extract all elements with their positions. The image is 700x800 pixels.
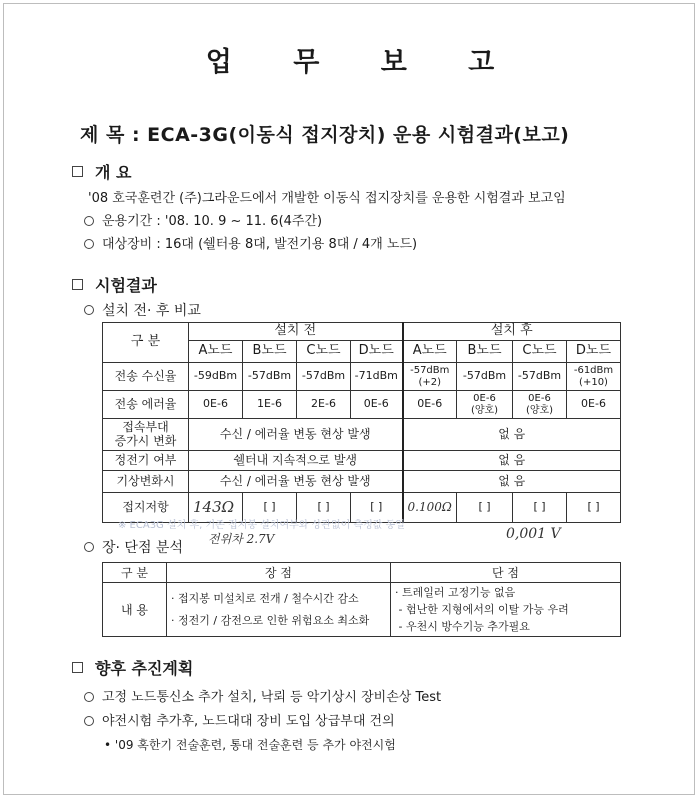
analysis-col-cons: 단 점 bbox=[391, 563, 621, 583]
table-cell: 0E-6 (양호) bbox=[513, 391, 567, 419]
table-cell: -57dBm bbox=[297, 363, 351, 391]
col-category-header: 구 분 bbox=[103, 323, 189, 363]
analysis-label bbox=[84, 537, 183, 557]
square-bullet-icon bbox=[72, 166, 83, 177]
merged-after-cell: 없 음 bbox=[403, 419, 621, 451]
node-header: A노드 bbox=[403, 341, 457, 363]
node-header: D노드 bbox=[567, 341, 621, 363]
document-title: 업 무 보 고 bbox=[205, 47, 521, 78]
merged-after-cell: 없 음 bbox=[403, 471, 621, 493]
ground-cell: [ ] bbox=[567, 493, 621, 523]
cons-item: - 험난한 지형에서의 이탈 가능 우려 bbox=[395, 603, 569, 616]
ground-cell: [ ] bbox=[457, 493, 513, 523]
plan-item-text: 고정 노드통신소 추가 설치, 낙뢰 등 악기상시 장비손상 Test bbox=[102, 690, 442, 705]
analysis-col-category: 구 분 bbox=[103, 563, 167, 583]
overview-period-text: 운용기간 : '08. 10. 9 ~ 11. 6(4주간) bbox=[102, 214, 323, 229]
merged-before-cell: 수신 / 에러율 변동 현상 발생 bbox=[189, 471, 403, 493]
after-header: 설치 후 bbox=[403, 323, 621, 341]
plan-subitem: • '09 혹한기 전술훈련, 통대 전술훈련 등 추가 야전시험 bbox=[104, 738, 396, 752]
ground-cell bbox=[403, 493, 457, 523]
node-header: C노드 bbox=[297, 341, 351, 363]
overview-line: '08 호국훈련간 (주)그라운드에서 개발한 이동식 접지장치를 운용한 시험결과 보고임 bbox=[88, 191, 566, 206]
ground-cell: [ ] bbox=[351, 493, 403, 523]
table-cell: -57dBm bbox=[243, 363, 297, 391]
plan-item-text: 야전시험 추가후, 노드대대 장비 도입 상급부대 건의 bbox=[102, 714, 395, 729]
subject-line: 제 목 : ECA-3G(이동식 접지장치) 운용 시험결과(보고) bbox=[80, 124, 570, 146]
table-cell: -71dBm bbox=[351, 363, 403, 391]
circle-bullet-icon bbox=[84, 216, 94, 226]
row-label: 기상변화시 bbox=[103, 471, 189, 493]
table-cell: 0E-6 bbox=[351, 391, 403, 419]
compare-label bbox=[84, 300, 201, 320]
section-plan-heading: 향후 추진계획 bbox=[95, 659, 194, 678]
cons-cell bbox=[391, 583, 621, 637]
table-cell: 0E-6 (양호) bbox=[457, 391, 513, 419]
handwritten-note-left: 전위차 2.7V bbox=[208, 532, 275, 546]
before-header: 설치 전 bbox=[189, 323, 403, 341]
table-note: ※ ECA3G 설치 후, 기존 접지봉 설치여부와 상관없이 측정값 동일 bbox=[118, 520, 405, 531]
analysis-table bbox=[102, 562, 621, 637]
row-label: 정전기 여부 bbox=[103, 451, 189, 471]
merged-after-cell: 없 음 bbox=[403, 451, 621, 471]
table-cell: 0E-6 bbox=[567, 391, 621, 419]
circle-bullet-icon bbox=[84, 305, 94, 315]
handwritten-value: 0.100Ω bbox=[407, 499, 452, 514]
section-plan bbox=[72, 656, 193, 679]
circle-bullet-icon bbox=[84, 716, 94, 726]
table-cell: -57dBm bbox=[457, 363, 513, 391]
table-cell: -59dBm bbox=[189, 363, 243, 391]
node-header: B노드 bbox=[457, 341, 513, 363]
circle-bullet-icon bbox=[84, 542, 94, 552]
plan-item bbox=[84, 710, 395, 729]
table-cell: -57dBm bbox=[513, 363, 567, 391]
comparison-table bbox=[102, 322, 621, 523]
table-cell: -57dBm (+2) bbox=[403, 363, 457, 391]
section-overview bbox=[72, 160, 131, 183]
section-results bbox=[72, 273, 157, 296]
analysis-label-text: 장· 단점 분석 bbox=[102, 540, 183, 556]
pros-cell bbox=[167, 583, 391, 637]
analysis-col-pros: 장 점 bbox=[167, 563, 391, 583]
table-cell: 1E-6 bbox=[243, 391, 297, 419]
table-cell: -61dBm (+10) bbox=[567, 363, 621, 391]
compare-label-text: 설치 전· 후 비교 bbox=[102, 303, 201, 319]
row-label: 전송 수신율 bbox=[103, 363, 189, 391]
merged-before-cell: 쉘터내 지속적으로 발생 bbox=[189, 451, 403, 471]
ground-cell: [ ] bbox=[297, 493, 351, 523]
square-bullet-icon bbox=[72, 279, 83, 290]
ground-cell: [ ] bbox=[513, 493, 567, 523]
handwritten-value: 143Ω bbox=[193, 497, 235, 516]
row-label: 전송 에러율 bbox=[103, 391, 189, 419]
node-header: C노드 bbox=[513, 341, 567, 363]
table-cell: 2E-6 bbox=[297, 391, 351, 419]
circle-bullet-icon bbox=[84, 692, 94, 702]
plan-item bbox=[84, 686, 441, 705]
pros-item: · 정전기 / 감전으로 인한 위험요소 최소화 bbox=[171, 613, 370, 627]
circle-bullet-icon bbox=[84, 239, 94, 249]
section-overview-heading: 개 요 bbox=[95, 163, 132, 182]
analysis-row-label: 내 용 bbox=[103, 583, 167, 637]
overview-period bbox=[84, 210, 322, 229]
row-label: 접속부대 증가시 변화 bbox=[103, 419, 189, 451]
node-header: A노드 bbox=[189, 341, 243, 363]
handwritten-note-right: 0,001 V bbox=[506, 526, 561, 542]
square-bullet-icon bbox=[72, 662, 83, 673]
section-results-heading: 시험결과 bbox=[95, 276, 157, 295]
overview-equipment-text: 대상장비 : 16대 (쉘터용 8대, 발전기용 8대 / 4개 노드) bbox=[102, 237, 418, 252]
node-header: B노드 bbox=[243, 341, 297, 363]
ground-cell: [ ] bbox=[243, 493, 297, 523]
table-cell: 0E-6 bbox=[403, 391, 457, 419]
overview-equipment bbox=[84, 233, 417, 252]
cons-item: · 트레일러 고정기능 없음 bbox=[395, 586, 516, 599]
pros-item: · 접지봉 미설치로 전개 / 철수시간 감소 bbox=[171, 591, 359, 605]
cons-item: - 우천시 방수기능 추가필요 bbox=[395, 620, 530, 633]
table-cell: 0E-6 bbox=[189, 391, 243, 419]
node-header: D노드 bbox=[351, 341, 403, 363]
merged-before-cell: 수신 / 에러율 변동 현상 발생 bbox=[189, 419, 403, 451]
row-label: 접지저항 bbox=[103, 493, 189, 523]
